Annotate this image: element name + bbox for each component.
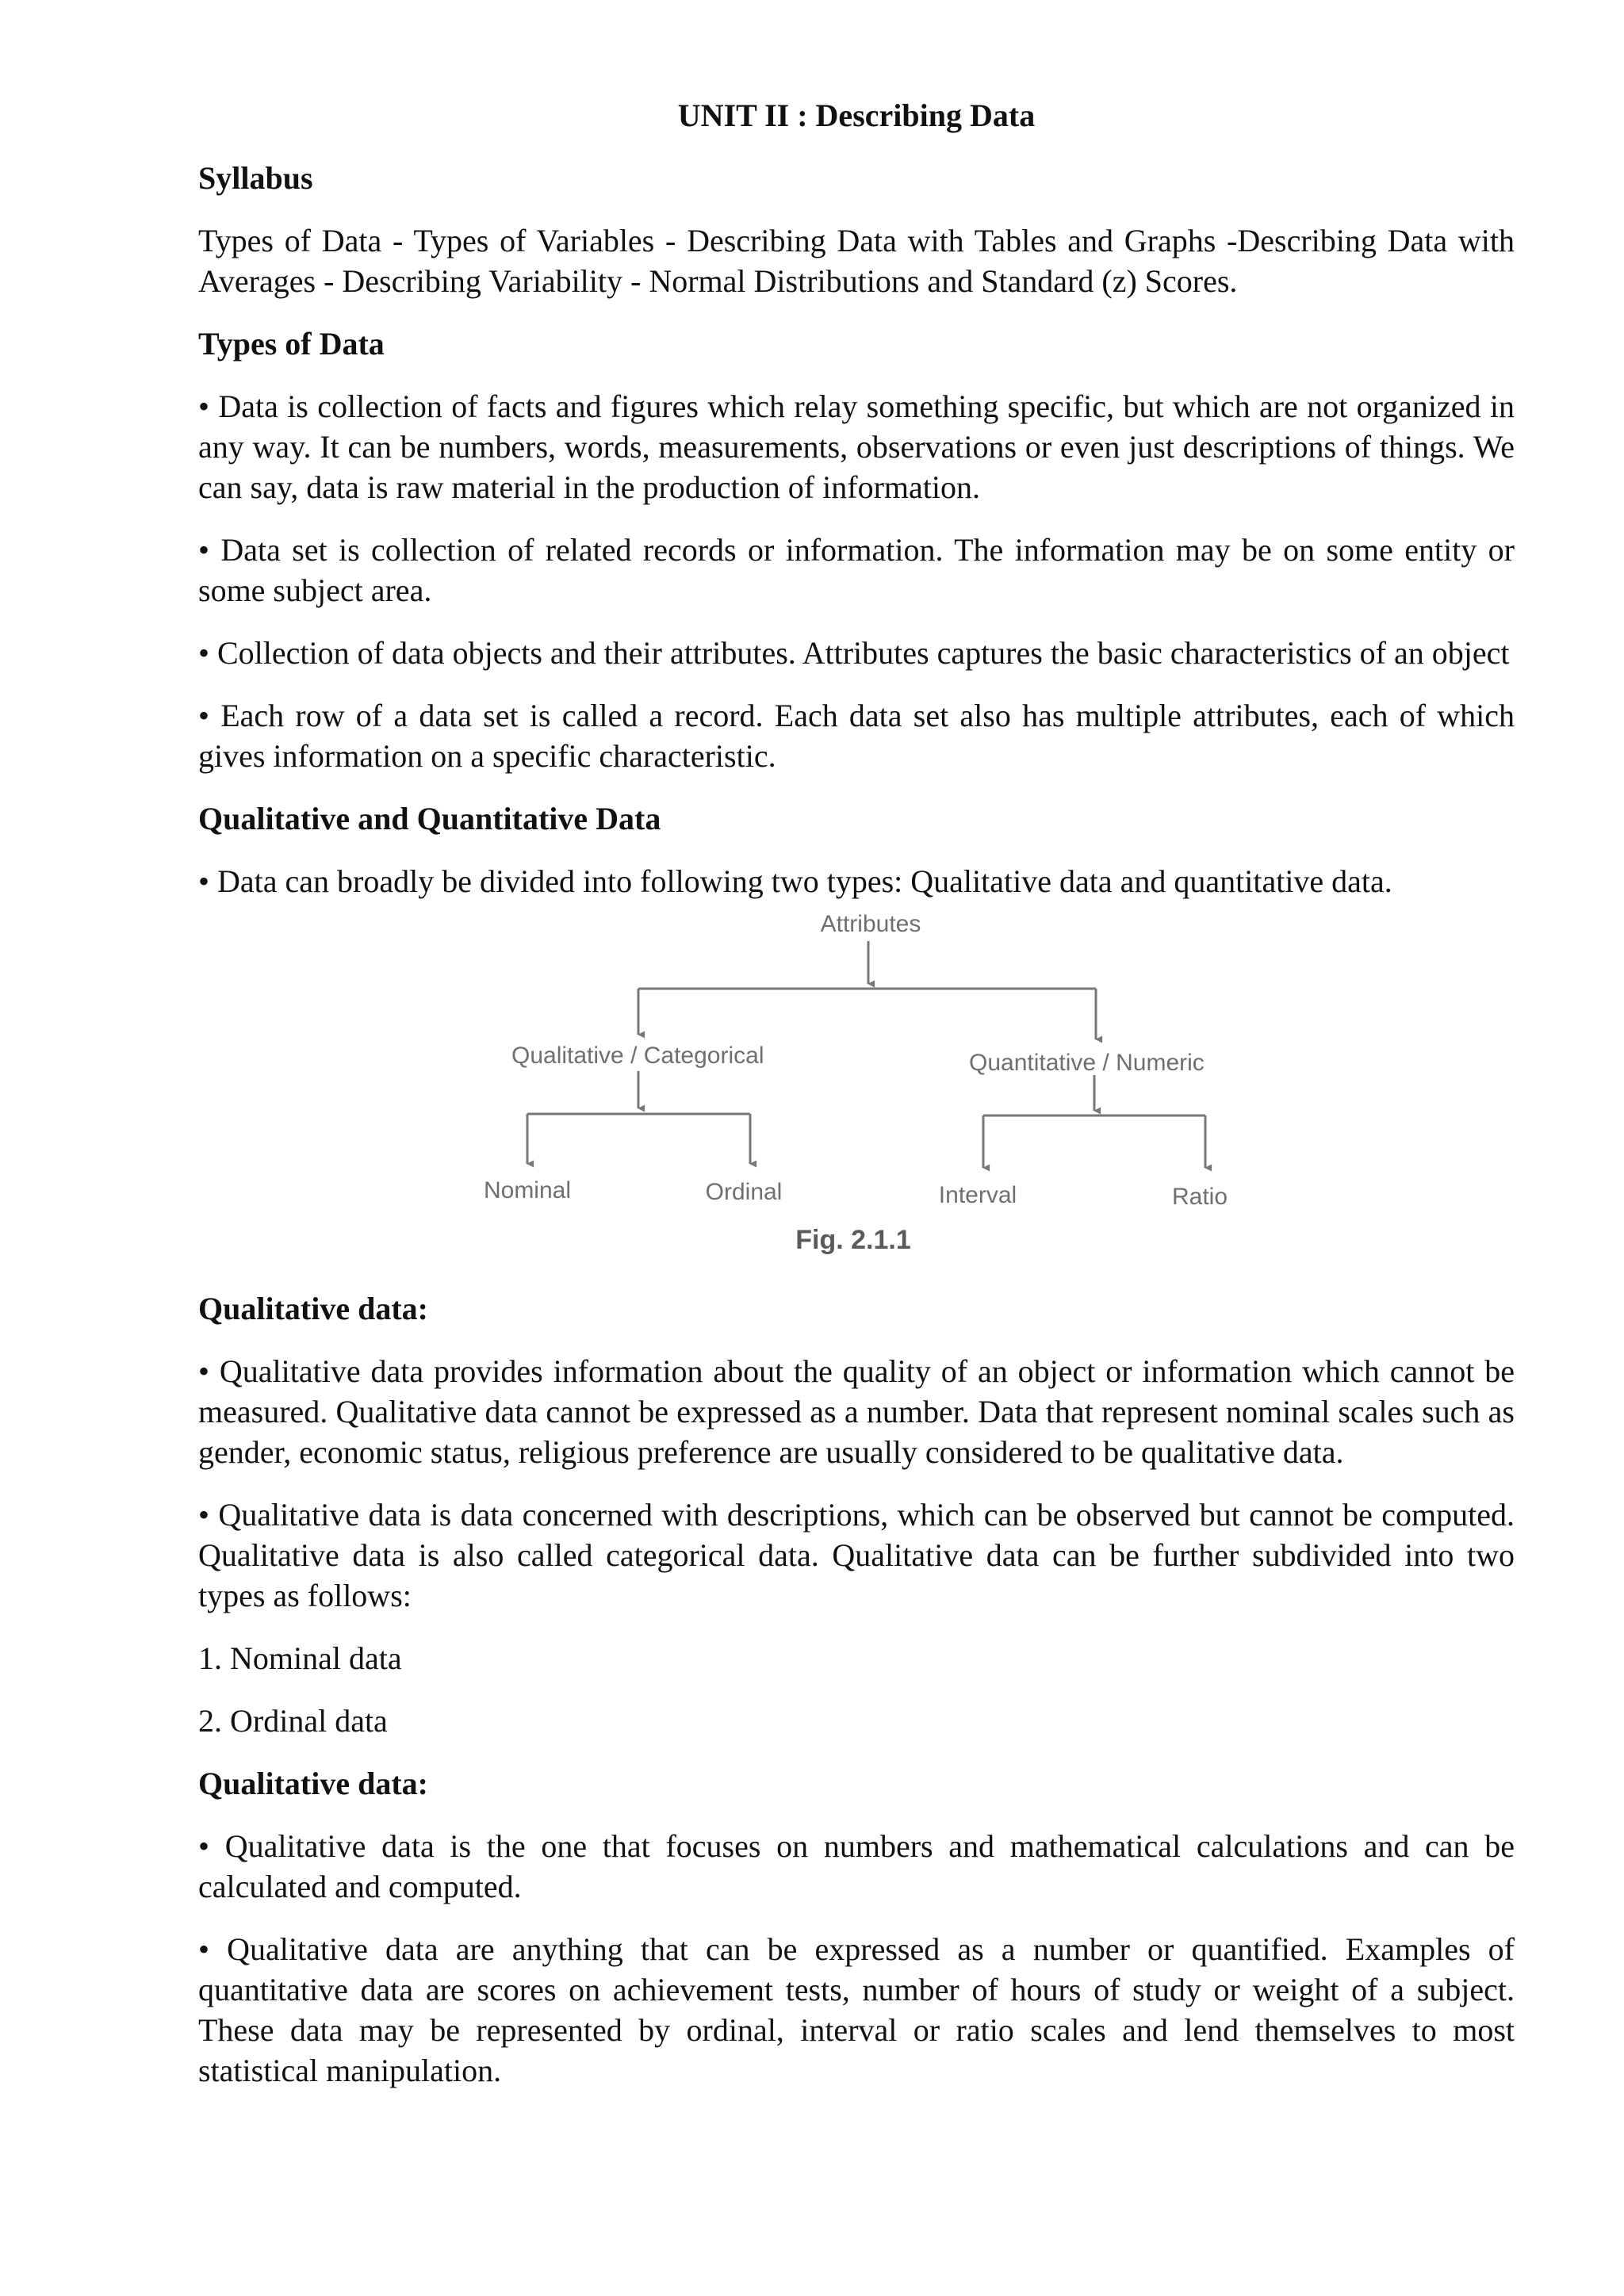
- qual-quant-intro: • Data can broadly be divided into following two types: Qualitative data and quantitative data.: [198, 863, 1392, 899]
- syllabus-text: Types of Data - Types of Variables - Describing Data with Tables and Graphs -Describing Data with Averages - Describing Variability - Normal Distributions and Standard (z) Scores.: [198, 223, 1515, 299]
- figure-caption: Fig. 2.1.1: [795, 1225, 911, 1255]
- types-bullet-3: • Collection of data objects and their attributes. Attributes captures the basic characteristics of an object: [198, 635, 1510, 671]
- types-bullet-1: • Data is collection of facts and figures which relay something specific, but which are not organized in any way. It can be numbers, words, measurements, observations or even just descriptions of things. We can say, data is raw material in the production of information.: [198, 388, 1515, 505]
- document-page: [198, 95, 1515, 2113]
- page-title: UNIT II : Describing Data: [677, 98, 1036, 133]
- left-branch-label: Qualitative / Categorical: [511, 1043, 764, 1069]
- types-of-data-heading: Types of Data: [198, 326, 385, 362]
- root-label: Attributes: [820, 911, 921, 937]
- syllabus-heading: Syllabus: [198, 160, 313, 196]
- attributes-tree-figure: [198, 906, 1515, 1271]
- interval-label: Interval: [938, 1182, 1017, 1208]
- qualitative-heading: Qualitative data:: [198, 1291, 428, 1326]
- qualitative-bullet-2: • Qualitative data is data concerned with descriptions, which can be observed but cannot be computed. Qualitative data is also called categorical data. Qualitative data can be further subdivided into two types as follows:: [198, 1497, 1515, 1613]
- qualitative-bullet-1: • Qualitative data provides information about the quality of an object or information which cannot be measured. Qualitative data cannot be expressed as a number. Data that represent nominal scales such as gender, economic status, religious preference are usually considered to be qualitative data.: [198, 1353, 1515, 1470]
- ratio-label: Ratio: [1171, 1184, 1228, 1210]
- nominal-label: Nominal: [483, 1177, 572, 1203]
- quantitative-bullet-2: • Qualitative data are anything that can be expressed as a number or quantified. Examples of quantitative data are scores on achievement tests, number of hours of study or weight of a subject. These data may be represented by ordinal, interval or ratio scales and lend themselves to most statistical manipulation.: [198, 1931, 1515, 2088]
- ordinal-label: Ordinal: [705, 1179, 783, 1205]
- types-bullet-4: • Each row of a data set is called a record. Each data set also has multiple attributes, each of which gives information on a specific characteristic.: [198, 698, 1515, 774]
- list-item-ordinal: 2. Ordinal data: [198, 1703, 388, 1739]
- right-branch-label: Quantitative / Numeric: [969, 1050, 1205, 1076]
- quantitative-bullet-1: • Qualitative data is the one that focuses on numbers and mathematical calculations and can be calculated and computed.: [198, 1828, 1515, 1904]
- tree-diagram: [198, 906, 1515, 1271]
- list-item-nominal: 1. Nominal data: [198, 1640, 402, 1676]
- types-bullet-2: • Data set is collection of related records or information. The information may be on some entity or some subject area.: [198, 532, 1515, 608]
- quantitative-heading: Qualitative data:: [198, 1766, 428, 1801]
- qual-quant-heading: Qualitative and Quantitative Data: [198, 801, 661, 836]
